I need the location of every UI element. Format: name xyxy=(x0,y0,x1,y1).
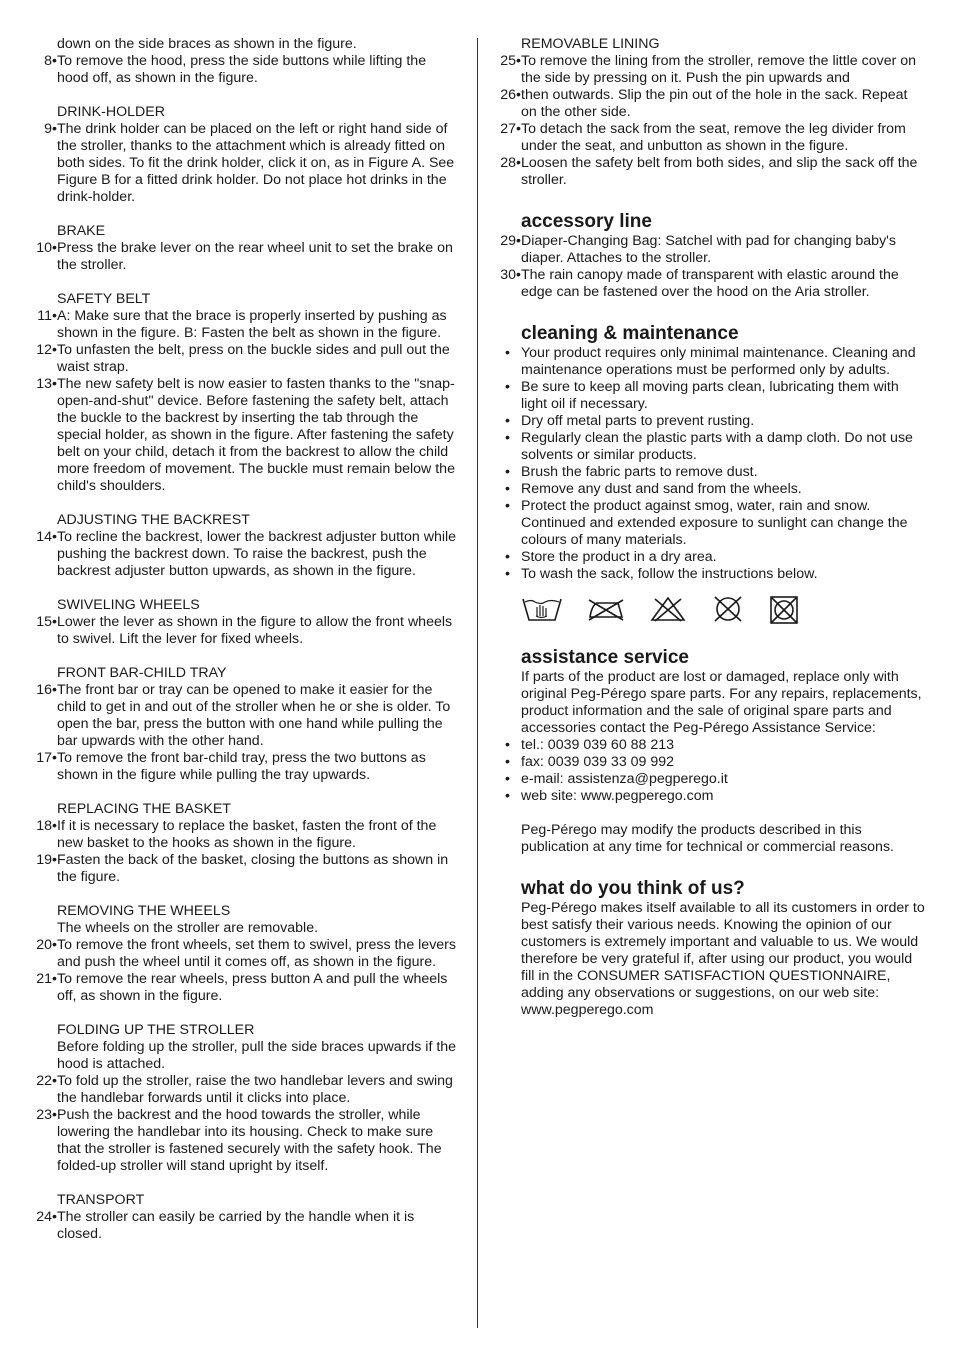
list-item xyxy=(494,53,926,87)
section-heading: cleaning & maintenance xyxy=(521,323,739,344)
section-label: SWIVELING WHEELS xyxy=(57,597,200,613)
care-symbols xyxy=(494,595,926,625)
bullet-item xyxy=(494,788,926,805)
item-text: To fold up the stroller, raise the two handlebar levers and swing the handlebar forwards until it clicks into place. xyxy=(57,1073,453,1106)
list-item xyxy=(494,155,926,189)
item-text: Lower the lever as shown in the figure to allow the front wheels to swivel. Lift the lever for fixed wheels. xyxy=(57,614,453,647)
section-label: TRANSPORT xyxy=(57,1192,145,1208)
item-number: 26• xyxy=(500,87,521,103)
item-text: To remove the rear wheels, press button A and pull the wheels off, as shown in the figure. xyxy=(57,971,448,1004)
item-text: Be sure to keep all moving parts clean, lubricating them with light oil if necessary. xyxy=(521,379,899,412)
section-heading: what do you think of us? xyxy=(521,878,745,899)
item-number: • xyxy=(505,379,510,395)
item-text: Loosen the safety belt from both sides, and slip the sack off the stroller. xyxy=(521,155,918,188)
item-number: 17• xyxy=(36,750,57,766)
list-item xyxy=(30,750,460,784)
item-number: 9• xyxy=(44,121,57,137)
item-number: 30• xyxy=(500,267,521,283)
item-number: 20• xyxy=(36,937,57,953)
section-heading: accessory line xyxy=(521,211,652,232)
item-number: • xyxy=(505,430,510,446)
item-text: To detach the sack from the seat, remove the leg divider from under the seat, and unbutton as shown in the figure. xyxy=(521,121,906,154)
item-text: fax: 0039 039 33 09 992 xyxy=(521,754,675,770)
section-label: Peg-Pérego may modify the products described in this publication at any time for technical or commercial reasons. xyxy=(521,822,894,855)
item-text: The new safety belt is now easier to fasten thanks to the "snap-open-and-shut" device. Before fastening the safety belt, attach the buckle to the backrest by inserting the tab through the special holder, as shown in the figure. After fastening the safety belt on your child, detach it from the backrest to allow the child more freedom of movement. The buckle must remain below the child's shoulders. xyxy=(57,376,455,494)
bullet-item xyxy=(494,566,926,583)
left-column xyxy=(30,36,460,1243)
item-number: 12• xyxy=(36,342,57,358)
item-text: Your product requires only minimal maintenance. Cleaning and maintenance operations must be performed only by adults. xyxy=(521,345,916,378)
item-number: 11• xyxy=(37,308,57,324)
list-item xyxy=(30,240,460,274)
paragraph: Before folding up the stroller, pull the side braces upwards if the hood is attached. xyxy=(57,1039,457,1072)
list-item xyxy=(494,267,926,301)
item-number: • xyxy=(505,481,510,497)
item-text: Brush the fabric parts to remove dust. xyxy=(521,464,758,480)
bullet-item xyxy=(494,481,926,498)
item-number: • xyxy=(505,737,510,753)
item-number: 18• xyxy=(36,818,57,834)
item-number: • xyxy=(505,413,510,429)
bullet-item xyxy=(494,430,926,464)
list-item xyxy=(30,308,460,342)
item-text: To remove the hood, press the side buttons while lifting the hood off, as shown in the figure. xyxy=(57,53,427,86)
item-text: Store the product in a dry area. xyxy=(521,549,717,565)
list-item xyxy=(30,614,460,648)
right-column xyxy=(494,36,926,1019)
list-item xyxy=(30,53,460,87)
item-number: 14• xyxy=(36,529,57,545)
item-number: 24• xyxy=(36,1209,57,1225)
item-number: 27• xyxy=(500,121,521,137)
list-item xyxy=(30,342,460,376)
item-text: Dry off metal parts to prevent rusting. xyxy=(521,413,755,429)
list-item xyxy=(30,376,460,495)
bullet-item xyxy=(494,464,926,481)
item-text: The stroller can easily be carried by the handle when it is closed. xyxy=(57,1209,415,1242)
paragraph: down on the side braces as shown in the figure. xyxy=(57,36,357,52)
paragraph: If parts of the product are lost or damaged, replace only with original Peg-Pérego spare parts. For any repairs, replacements, product information and the sale of original spare parts and accessories contact the Peg-Pérego Assistance Service: xyxy=(521,669,922,736)
no-ironing-icon xyxy=(585,595,627,625)
item-text: To remove the lining from the stroller, remove the little cover on the side by pressing on it. Push the pin upwards and xyxy=(521,53,917,86)
section-label: BRAKE xyxy=(57,223,106,239)
item-text: tel.: 0039 039 60 88 213 xyxy=(521,737,675,753)
item-number: • xyxy=(505,464,510,480)
item-number: 28• xyxy=(500,155,521,171)
item-number: • xyxy=(505,498,510,514)
item-text: The drink holder can be placed on the left or right hand side of the stroller, thanks to the attachment which is already fitted on both sides. To fit the drink holder, click it on, as in Figure A. See Figure B for a fitted drink holder. Do not place hot drinks in the drink-holder. xyxy=(57,121,455,205)
item-text: To remove the front wheels, set them to swivel, press the levers and push the wheel until it comes off, as shown in the figure. xyxy=(57,937,456,970)
item-number: 19• xyxy=(36,852,57,868)
item-number: 29• xyxy=(500,233,521,249)
item-number: 13• xyxy=(36,376,57,392)
item-text: If it is necessary to replace the basket, fasten the front of the new basket to the hooks as shown in the figure. xyxy=(57,818,437,851)
item-number: 8• xyxy=(44,53,57,69)
no-dry-clean-icon xyxy=(709,595,747,625)
paragraph: REMOVABLE LINING xyxy=(521,36,660,52)
item-text: The front bar or tray can be opened to make it easier for the child to get in and out of the stroller when he or she is older. To open the bar, press the button with one hand while pulling the bar upwards with the other hand. xyxy=(57,682,451,749)
item-number: 21• xyxy=(36,971,57,987)
bullet-item xyxy=(494,413,926,430)
item-text: To remove the front bar-child tray, press the two buttons as shown in the figure while pulling the tray upwards. xyxy=(57,750,426,783)
item-number: • xyxy=(505,549,510,565)
list-item xyxy=(494,121,926,155)
bullet-item xyxy=(494,771,926,788)
item-text: then outwards. Slip the pin out of the hole in the sack. Repeat on the other side. xyxy=(521,87,908,120)
item-text: A: Make sure that the brace is properly inserted by pushing as shown in the figure. B: Fasten the belt as shown in the figure. xyxy=(57,308,447,341)
item-number: • xyxy=(505,771,510,787)
list-item xyxy=(30,1073,460,1107)
item-text: The rain canopy made of transparent with elastic around the edge can be fastened over the hood on the Aria stroller. xyxy=(521,267,899,300)
bullet-item xyxy=(494,345,926,379)
item-text: Fasten the back of the basket, closing the buttons as shown in the figure. xyxy=(57,852,449,885)
paragraph: Peg-Pérego makes itself available to all its customers in order to best satisfy their various needs. Knowing the opinion of our customers is extremely important and valuable to us. We would therefore be very grateful if, after using our product, you would fill in the CONSUMER SATISFACTION QUESTIONNAIRE, adding any observations or suggestions, on our web site: www.pegperego.com xyxy=(521,900,925,1018)
bullet-item xyxy=(494,379,926,413)
paragraph: The wheels on the stroller are removable. xyxy=(57,920,319,936)
section-label: ADJUSTING THE BACKREST xyxy=(57,512,250,528)
item-text: To unfasten the belt, press on the buckle sides and pull out the waist strap. xyxy=(57,342,450,375)
bullet-item xyxy=(494,737,926,754)
section-label: DRINK-HOLDER xyxy=(57,104,165,120)
list-item xyxy=(30,529,460,580)
list-item xyxy=(30,682,460,750)
section-label: REMOVING THE WHEELS xyxy=(57,903,231,919)
section-label: FRONT BAR-CHILD TRAY xyxy=(57,665,227,681)
list-item xyxy=(494,87,926,121)
list-item xyxy=(30,971,460,1005)
item-number: 10• xyxy=(36,240,57,256)
item-number: • xyxy=(505,566,510,582)
list-item xyxy=(30,937,460,971)
hand-wash-icon xyxy=(521,595,563,625)
item-number: • xyxy=(505,754,510,770)
item-number: 22• xyxy=(36,1073,57,1089)
item-number: 25• xyxy=(500,53,521,69)
list-item xyxy=(30,818,460,852)
item-number: • xyxy=(505,788,510,804)
section-label: FOLDING UP THE STROLLER xyxy=(57,1022,255,1038)
bullet-item xyxy=(494,549,926,566)
item-text: e-mail: assistenza@pegperego.it xyxy=(521,771,728,787)
item-text: Diaper-Changing Bag: Satchel with pad for changing baby's diaper. Attaches to the stroller. xyxy=(521,233,896,266)
item-number: 16• xyxy=(36,682,57,698)
item-text: web site: www.pegperego.com xyxy=(521,788,714,804)
item-text: Regularly clean the plastic parts with a damp cloth. Do not use solvents or similar products. xyxy=(521,430,913,463)
list-item xyxy=(30,121,460,206)
no-tumble-dry-icon xyxy=(769,595,799,625)
item-text: To recline the backrest, lower the backrest adjuster button while pushing the backrest down. To raise the backrest, push the backrest adjuster button upwards, as shown in the figure. xyxy=(57,529,457,579)
item-text: Protect the product against smog, water, rain and snow. Continued and extended exposure to sunlight can change the colours of many materials. xyxy=(521,498,908,548)
bullet-item xyxy=(494,498,926,549)
section-label: SAFETY BELT xyxy=(57,291,151,307)
list-item xyxy=(30,1107,460,1175)
column-divider xyxy=(477,38,478,1328)
item-number: 15• xyxy=(36,614,57,630)
item-text: Push the backrest and the hood towards the stroller, while lowering the handlebar into its housing. Check to make sure that the stroller is fastened securely with the safety hook. The folded-up stroller will stand upright by itself. xyxy=(57,1107,442,1174)
item-number: • xyxy=(505,345,510,361)
item-text: Press the brake lever on the rear wheel unit to set the brake on the stroller. xyxy=(57,240,453,273)
bullet-item xyxy=(494,754,926,771)
section-heading: assistance service xyxy=(521,647,689,668)
no-bleach-icon xyxy=(649,595,687,625)
item-text: To wash the sack, follow the instructions below. xyxy=(521,566,818,582)
item-text: Remove any dust and sand from the wheels. xyxy=(521,481,802,497)
list-item xyxy=(30,852,460,886)
item-number: 23• xyxy=(36,1107,57,1123)
list-item xyxy=(30,1209,460,1243)
list-item xyxy=(494,233,926,267)
section-label: REPLACING THE BASKET xyxy=(57,801,231,817)
